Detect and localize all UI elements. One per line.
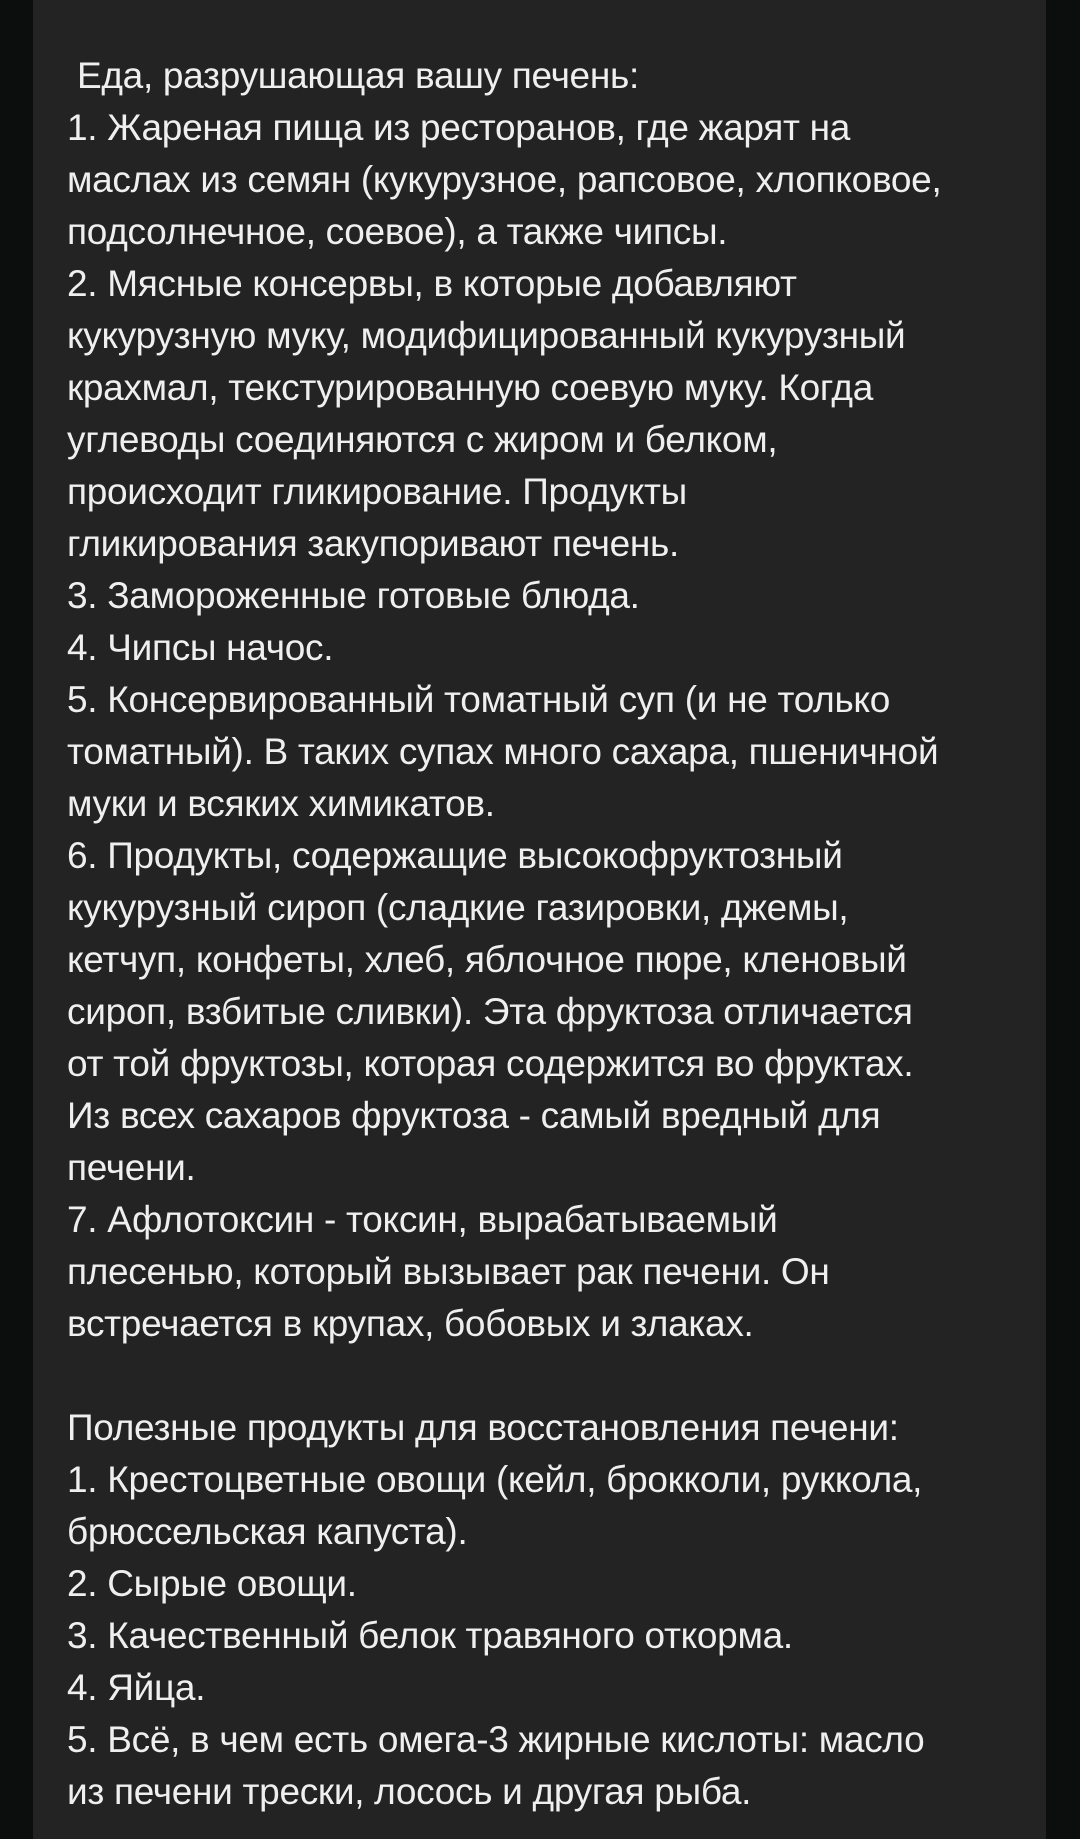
message-line: 3. Качественный белок травяного откорма. <box>67 1615 793 1656</box>
message-line: от той фруктозы, которая содержится во фруктах. <box>67 1043 914 1084</box>
message-line: Полезные продукты для восстановления печени: <box>67 1407 899 1448</box>
message-line: из печени трески, лосось и другая рыба. <box>67 1771 752 1812</box>
message-line: маслах из семян (кукурузное, рапсовое, хлопковое, <box>67 159 942 200</box>
message-line: Из всех сахаров фруктоза - самый вредный для <box>67 1095 881 1136</box>
message-line: встречается в крупах, бобовых и злаках. <box>67 1303 754 1344</box>
blank-line <box>67 1350 1027 1402</box>
message-line: подсолнечное, соевое), а также чипсы. <box>67 211 728 252</box>
message-line: 7. Афлотоксин - токсин, вырабатываемый <box>67 1199 778 1240</box>
message-line: 1. Жареная пища из ресторанов, где жарят на <box>67 107 850 148</box>
message-text <box>67 50 1027 1818</box>
message-line: 6. Продукты, содержащие высокофруктозный <box>67 835 843 876</box>
message-line: брюссельская капуста). <box>67 1511 468 1552</box>
message-line: кукурузный сироп (сладкие газировки, джемы, <box>67 887 849 928</box>
message-line: кукурузную муку, модифицированный кукурузный <box>67 315 906 356</box>
message-line: 5. Всё, в чем есть омега-3 жирные кислоты: масло <box>67 1719 925 1760</box>
message-line: крахмал, текстурированную соевую муку. Когда <box>67 367 873 408</box>
message-line: 5. Консервированный томатный суп (и не только <box>67 679 891 720</box>
message-line: 1. Крестоцветные овощи (кейл, брокколи, руккола, <box>67 1459 923 1500</box>
message-line: муки и всяких химикатов. <box>67 783 495 824</box>
message-line: сироп, взбитые сливки). Эта фруктоза отличается <box>67 991 913 1032</box>
message-line: 3. Замороженные готовые блюда. <box>67 575 640 616</box>
message-line: томатный). В таких супах много сахара, пшеничной <box>67 731 939 772</box>
message-line: печени. <box>67 1147 196 1188</box>
message-line: углеводы соединяются с жиром и белком, <box>67 419 778 460</box>
message-line: плесенью, который вызывает рак печени. Он <box>67 1251 830 1292</box>
message-line: 4. Яйца. <box>67 1667 206 1708</box>
message-line: 2. Сырые овощи. <box>67 1563 357 1604</box>
message-line: 2. Мясные консервы, в которые добавляют <box>67 263 797 304</box>
message-line: 4. Чипсы начос. <box>67 627 334 668</box>
message-line: гликирования закупоривают печень. <box>67 523 680 564</box>
message-line: происходит гликирование. Продукты <box>67 471 687 512</box>
message-line: кетчуп, конфеты, хлеб, яблочное пюре, кленовый <box>67 939 907 980</box>
message-line: Еда, разрушающая вашу печень: <box>77 55 639 96</box>
